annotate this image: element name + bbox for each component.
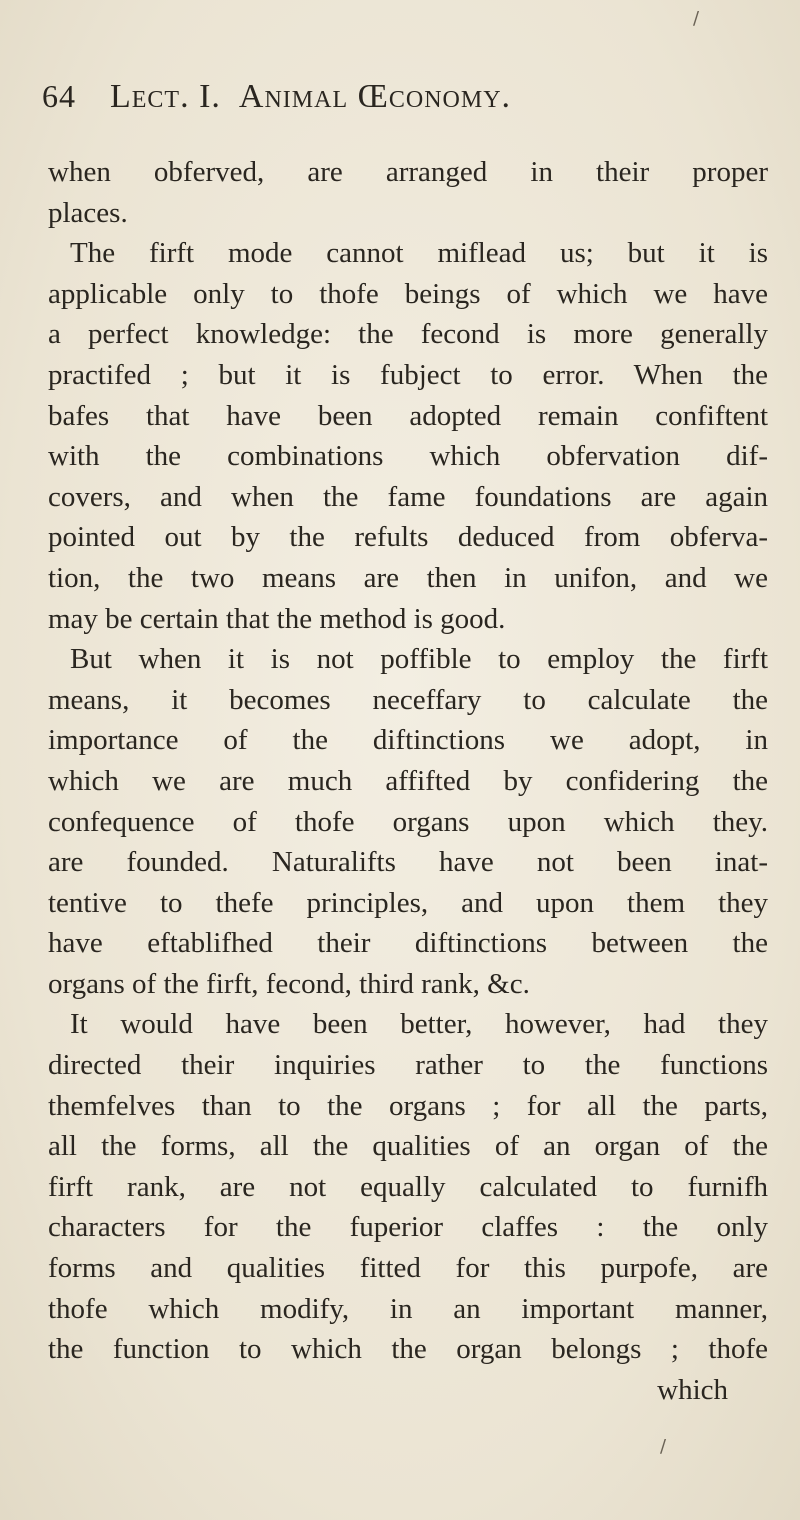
text-line: places. (48, 196, 128, 229)
text-line: may be certain that the method is good. (48, 602, 506, 635)
catchword: which (657, 1373, 728, 1406)
text-line: which we are much affifted by confidering the (48, 764, 768, 797)
text-line: applicable only to thofe beings of which we have (48, 277, 768, 310)
text-line: are founded. Naturalifts have not been inat- (48, 846, 768, 879)
running-head (42, 78, 742, 138)
text-line: The firft mode cannot miflead us; but it is (70, 237, 768, 270)
text-line: means, it becomes neceffary to calculate the (48, 683, 768, 716)
text-line: have eftablifhed their diftinctions between the (48, 927, 768, 960)
text-line: importance of the diftinctions we adopt, in (48, 724, 768, 757)
text-line: with the combinations which obfervation dif- (48, 440, 768, 473)
running-head-lecture: Lect. I. (110, 78, 221, 115)
text-line: forms and qualities fitted for this purpofe, are (48, 1252, 768, 1285)
text-line: characters for the fuperior claffes : the only (48, 1211, 768, 1244)
text-line: tion, the two means are then in unifon, and we (48, 561, 768, 594)
text-line: pointed out by the refults deduced from obferva- (48, 521, 768, 554)
text-line: a perfect knowledge: the fecond is more generally (48, 318, 768, 351)
text-line: But when it is not poffible to employ the firft (70, 643, 768, 676)
page-mark-top: / (693, 8, 700, 29)
running-head-title: Animal Œconomy. (238, 78, 512, 115)
text-line: confequence of thofe organs upon which they. (48, 805, 768, 838)
text-line: all the forms, all the qualities of an organ of the (48, 1130, 768, 1163)
text-line: bafes that have been adopted remain confiftent (48, 399, 768, 432)
text-line: It would have been better, however, had they (70, 1008, 768, 1041)
text-line: directed their inquiries rather to the functions (48, 1049, 768, 1082)
text-line: thofe which modify, in an important manner, (48, 1292, 768, 1325)
text-line: the function to which the organ belongs ; thofe (48, 1333, 768, 1366)
text-line: themfelves than to the organs ; for all the parts, (48, 1089, 768, 1122)
body-text (48, 152, 768, 1410)
text-line: when obferved, are arranged in their proper (48, 156, 768, 188)
text-line: practifed ; but it is fubject to error. When the (48, 358, 768, 391)
page-mark-bottom: / (660, 1436, 667, 1457)
text-line: tentive to thefe principles, and upon them they (48, 886, 768, 919)
text-line: organs of the firft, fecond, third rank, &c. (48, 967, 530, 1000)
text-line: firft rank, are not equally calculated to furnifh (48, 1170, 768, 1203)
page-number: 64 (42, 78, 76, 114)
text-line: covers, and when the fame foundations are again (48, 480, 768, 513)
